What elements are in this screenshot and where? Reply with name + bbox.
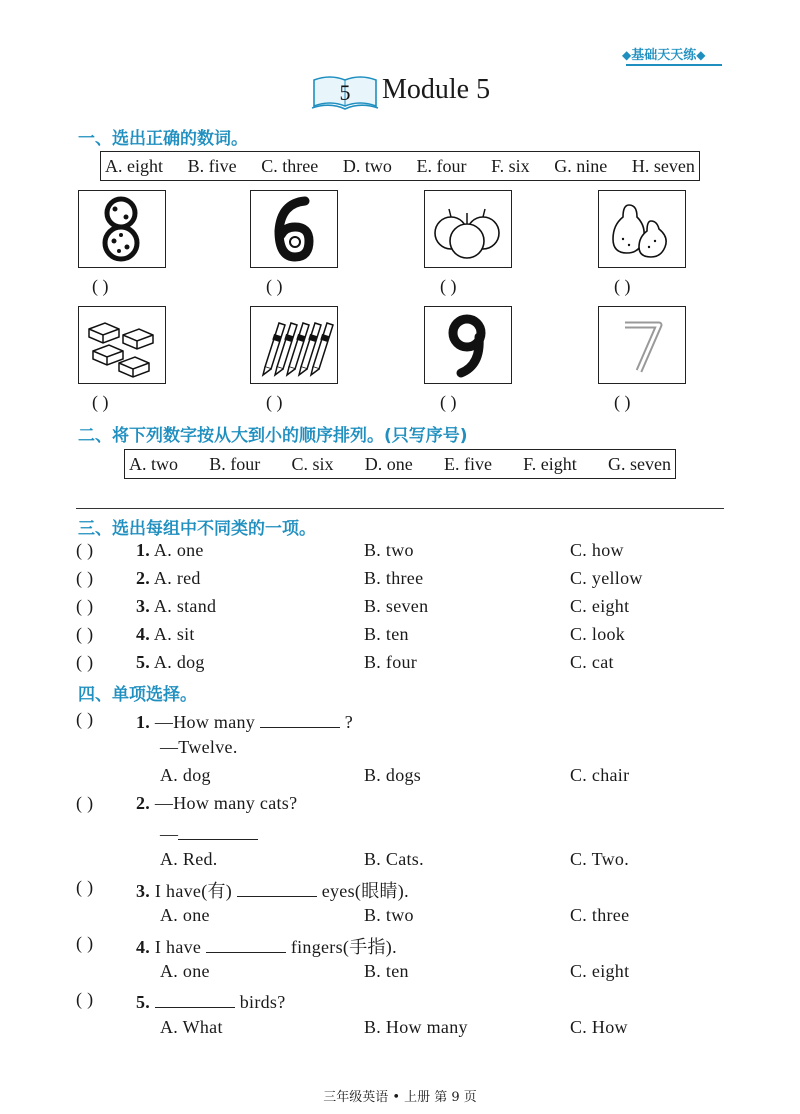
option-f: F. six <box>491 155 530 176</box>
option-g: G. seven <box>607 453 671 474</box>
question-stem: I have(有) <box>154 881 233 901</box>
choice-a: A. sit <box>153 624 195 644</box>
option-b: B. four <box>209 453 261 474</box>
choice-c: C. eight <box>570 596 630 616</box>
answer-paren[interactable]: ( ) <box>266 392 283 412</box>
answer-paren[interactable]: ( ) <box>76 540 94 560</box>
option-e: E. four <box>416 155 467 176</box>
choice-a: A. dog <box>160 765 211 785</box>
answer-paren[interactable]: ( ) <box>92 392 109 412</box>
question-stem-end: birds? <box>239 992 286 1012</box>
choice-c: C. look <box>570 624 626 644</box>
option-e: E. five <box>443 453 492 474</box>
answer-paren[interactable]: ( ) <box>614 276 631 296</box>
page-title: Module 5 <box>382 74 491 105</box>
answer-paren[interactable]: ( ) <box>76 624 94 644</box>
choice-b: B. four <box>364 652 418 672</box>
option-a: A. eight <box>105 155 163 176</box>
option-c: C. three <box>261 155 319 176</box>
section1-title: 一、选出正确的数词。 <box>78 129 248 149</box>
diamond-icon: ◆ <box>696 48 706 62</box>
answer-paren[interactable]: ( ) <box>76 877 94 897</box>
section4-title: 四、单项选择。 <box>78 685 197 705</box>
choice-c: C. how <box>570 540 624 560</box>
choice-c: C. How <box>570 1017 628 1037</box>
option-f: F. eight <box>523 453 577 474</box>
choice-c: C. three <box>570 905 630 925</box>
choice-c: C. cat <box>570 652 614 672</box>
badge-text: 基础天天练 <box>631 48 697 63</box>
two-pears-image <box>598 190 686 268</box>
question-number: 3. <box>136 881 151 901</box>
number-nine-image <box>424 306 512 384</box>
question-number: 1. <box>136 712 151 732</box>
fill-blank[interactable] <box>260 709 340 728</box>
choice-c: C. eight <box>570 961 630 981</box>
answer-paren[interactable]: ( ) <box>76 793 94 813</box>
option-d: D. two <box>342 155 392 176</box>
question-stem: I have <box>154 937 202 957</box>
answer-paren[interactable]: ( ) <box>266 276 283 296</box>
answer-paren[interactable]: ( ) <box>76 989 94 1009</box>
option-h: H. seven <box>631 155 695 176</box>
question-number: 2. <box>136 568 151 588</box>
choice-b: B. dogs <box>364 765 422 785</box>
question-number: 1. <box>136 540 151 560</box>
question-stem-end: eyes(眼睛). <box>321 881 409 901</box>
number-six-image <box>250 190 338 268</box>
answer-paren[interactable]: ( ) <box>76 652 94 672</box>
number-eight-image <box>78 190 166 268</box>
choice-b: B. Cats. <box>364 849 424 869</box>
choice-b: B. two <box>364 905 414 925</box>
answer-paren[interactable]: ( ) <box>76 933 94 953</box>
choice-a: A. one <box>160 905 210 925</box>
question-stem-end: fingers(手指). <box>290 937 397 957</box>
answer-paren[interactable]: ( ) <box>76 709 94 729</box>
section2-options-box <box>124 449 676 479</box>
answer-paren[interactable]: ( ) <box>440 392 457 412</box>
five-pens-image <box>250 306 338 384</box>
question-stem: —How many cats? <box>154 793 298 813</box>
question-number: 4. <box>136 624 151 644</box>
choice-a: A. dog <box>153 652 205 672</box>
fill-blank[interactable] <box>206 934 286 953</box>
answer-paren[interactable]: ( ) <box>440 276 457 296</box>
choice-b: B. seven <box>364 596 429 616</box>
answer-dash: — <box>160 824 179 844</box>
option-b: B. five <box>187 155 237 176</box>
choice-b: B. How many <box>364 1017 468 1037</box>
three-apples-image <box>424 190 512 268</box>
option-g: G. nine <box>554 155 608 176</box>
option-d: D. one <box>364 453 413 474</box>
diamond-icon: ◆ <box>622 48 632 62</box>
choice-a: A. one <box>160 961 210 981</box>
choice-a: A. red <box>153 568 201 588</box>
fill-blank[interactable] <box>178 821 258 840</box>
question-number: 2. <box>136 793 151 813</box>
section3-title: 三、选出每组中不同类的一项。 <box>78 519 316 539</box>
answer-paren[interactable]: ( ) <box>614 392 631 412</box>
module-number: 5 <box>339 80 351 105</box>
number-seven-image <box>598 306 686 384</box>
question-stem: —How many <box>154 712 256 732</box>
option-c: C. six <box>291 453 334 474</box>
choice-c: C. Two. <box>570 849 630 869</box>
answer-paren[interactable]: ( ) <box>76 596 94 616</box>
question-number: 5. <box>136 992 151 1012</box>
corner-badge <box>622 44 705 63</box>
choice-a: A. one <box>153 540 204 560</box>
answer-paren[interactable]: ( ) <box>92 276 109 296</box>
question-number: 3. <box>136 596 151 616</box>
choice-b: B. ten <box>364 961 409 981</box>
answer-line: —Twelve. <box>160 737 238 757</box>
fill-blank[interactable] <box>237 878 317 897</box>
choice-a: A. stand <box>153 596 217 616</box>
question-number: 5. <box>136 652 151 672</box>
four-erasers-image <box>78 306 166 384</box>
answer-paren[interactable]: ( ) <box>76 568 94 588</box>
choice-c: C. yellow <box>570 568 643 588</box>
badge-underline <box>626 64 722 66</box>
fill-blank[interactable] <box>155 989 235 1008</box>
question-number: 4. <box>136 937 151 957</box>
page-footer: 三年级英语 • 上册 第 9 页 <box>323 1090 477 1105</box>
choice-b: B. two <box>364 540 414 560</box>
choice-b: B. three <box>364 568 424 588</box>
open-book-icon <box>310 72 380 112</box>
choice-c: C. chair <box>570 765 630 785</box>
choice-a: A. Red. <box>160 849 218 869</box>
section1-options-box <box>100 151 700 181</box>
option-a: A. two <box>129 453 178 474</box>
question-mark: ? <box>344 712 354 732</box>
answer-area-divider <box>76 508 724 509</box>
choice-b: B. ten <box>364 624 409 644</box>
section2-title: 二、将下列数字按从大到小的顺序排列。(只写序号) <box>78 426 468 446</box>
choice-a: A. What <box>160 1017 223 1037</box>
